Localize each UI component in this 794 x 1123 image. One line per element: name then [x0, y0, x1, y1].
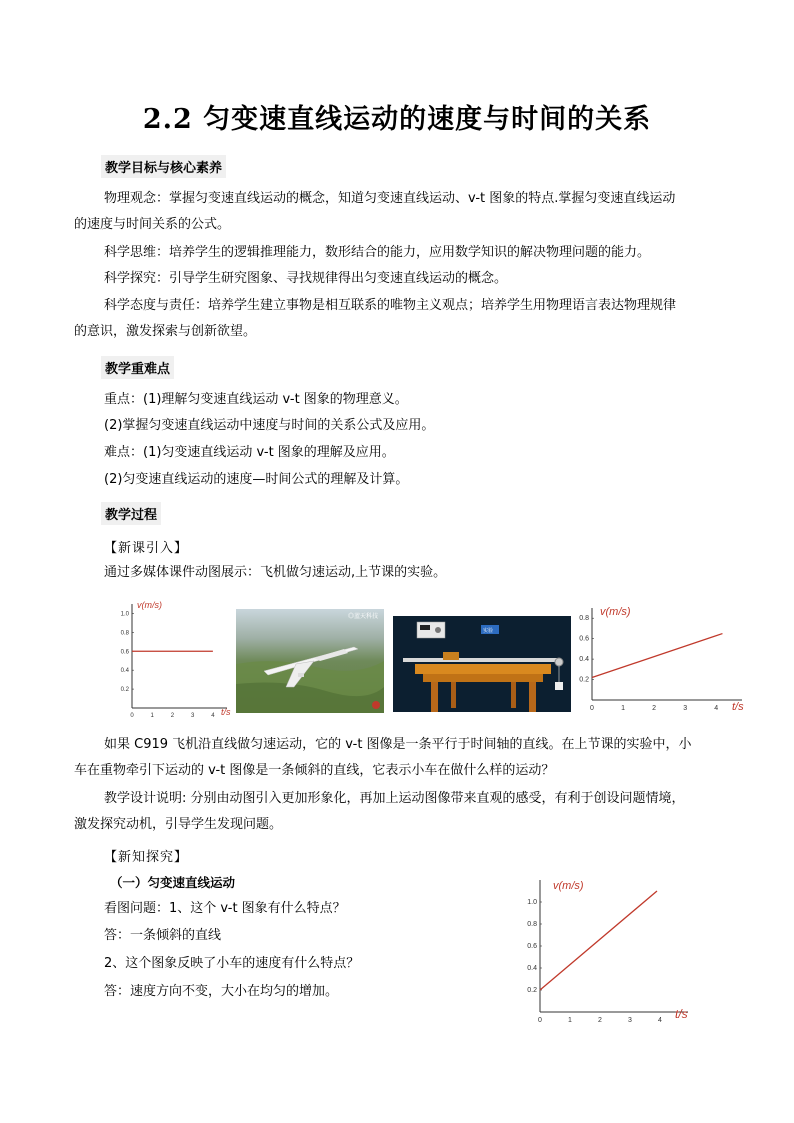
question-paragraph-line1: 如果 C919 飞机沿直线做匀速运动，它的 v-t 图像是一条平行于时间轴的直线。在上节课的实验中，小 [104, 737, 692, 752]
goal-scientific-inquiry: 科学探究：引导学生研究图象、寻找规律得出匀变速直线运动的概念。 [104, 271, 508, 286]
x-tick-label: 3 [628, 1017, 632, 1024]
x-tick-label: 0 [590, 705, 594, 712]
design-note-line1: 教学设计说明: 分别由动图引入更加形象化，再加上运动图像带来直观的感受，有利于创设问题情境， [104, 791, 685, 806]
y-tick-label: 0.8 [527, 921, 537, 928]
x-tick-label: 1 [568, 1017, 572, 1024]
subsection-uniform-acceleration: （一）匀变速直线运动 [110, 875, 236, 890]
x-tick-label: 2 [652, 705, 657, 712]
cart [443, 652, 459, 660]
intro-text: 通过多媒体课件动图展示：飞机做匀速运动,上节课的实验。 [104, 565, 447, 580]
x-tick-label: 0 [538, 1017, 542, 1024]
section-heading-keypoints: 教学重难点 [101, 356, 174, 379]
y-axis-label: v(m/s) [553, 880, 584, 892]
x-tick-label: 3 [190, 713, 195, 719]
track [403, 658, 561, 662]
goal-scientific-thinking: 科学思维：培养学生的逻辑推理能力，数形结合的能力，应用数学知识的解决物理问题的能力。 [104, 245, 651, 260]
difficulty-2: (2)匀变速直线运动的速度—时间公式的理解及计算。 [104, 472, 409, 487]
velocity-series-line [540, 891, 657, 990]
y-tick-label: 0.2 [120, 687, 129, 694]
x-axis-label: t/s [221, 707, 231, 717]
y-tick-label: 0.8 [120, 630, 129, 637]
plane-flight-image [236, 609, 384, 713]
x-tick-label: 2 [598, 1017, 602, 1024]
y-tick-label: 1.0 [120, 611, 129, 618]
x-tick-label: 4 [714, 705, 719, 712]
goal-attitude: 科学态度与责任：培养学生建立事物是相互联系的唯物主义观点；培养学生用物理语言表达物理规律 [104, 298, 677, 313]
chart-uniform-velocity [115, 596, 235, 718]
y-tick-label: 1.0 [527, 899, 537, 906]
y-axis-label: v(m/s) [600, 606, 631, 618]
question-1: 看图问题：1、这个 v-t 图象有什么特点？ [104, 901, 346, 916]
y-axis-label: v(m/s) [137, 600, 162, 610]
y-tick-label: 0.6 [527, 943, 537, 950]
question-2: 2、这个图象反映了小车的速度有什么特点？ [104, 956, 360, 971]
timer-display [420, 625, 430, 630]
keypoint-1: 重点：(1)理解匀变速直线运动 v-t 图象的物理意义。 [104, 392, 408, 407]
x-tick-label: 4 [658, 1017, 662, 1024]
pulley-icon [555, 658, 563, 666]
y-tick-label: 0.6 [579, 635, 589, 643]
x-tick-label: 2 [170, 713, 175, 719]
x-tick-label: 1 [150, 713, 154, 719]
y-tick-label: 0.6 [120, 649, 129, 656]
table-apron [423, 674, 543, 682]
y-tick-label: 0.2 [527, 987, 537, 994]
section-heading-goals: 教学目标与核心素养 [101, 155, 226, 178]
section-heading-process: 教学过程 [101, 502, 161, 525]
watermark-text: ◎蓝天科技 [348, 614, 379, 620]
table-leg-back-left [451, 682, 456, 708]
x-axis-label: t/s [732, 701, 744, 713]
y-tick-label: 0.4 [527, 965, 537, 972]
table-top [415, 664, 551, 674]
page-title: 2.2 匀变速直线运动的速度与时间的关系 [142, 104, 652, 135]
answer-1: 答：一条倾斜的直线 [104, 928, 222, 943]
x-tick-label: 0 [130, 713, 134, 719]
x-tick-label: 1 [621, 705, 626, 712]
chart-accelerating-large [520, 874, 700, 1024]
velocity-series-line [592, 634, 722, 678]
table-leg-left [431, 682, 438, 712]
y-tick-label: 0.8 [579, 615, 589, 623]
lab-tag-text: 实验 [483, 628, 494, 634]
y-tick-label: 0.4 [120, 668, 129, 675]
y-tick-label: 0.4 [579, 656, 589, 664]
keypoint-2: (2)掌握匀变速直线运动中速度与时间的关系公式及应用。 [104, 418, 435, 433]
x-tick-label: 3 [683, 705, 688, 712]
question-paragraph-line2: 车在重物牵引下运动的 v-t 图像是一条倾斜的直线，它表示小车在做什么样的运动？ [74, 763, 555, 778]
table-leg-right [529, 682, 536, 712]
weight [555, 682, 563, 690]
design-note-line2: 激发探究动机，引导学生发现问题。 [74, 817, 283, 832]
intro-label: 【新课引入】 [104, 541, 189, 556]
goal-attitude-cont: 的意识，激发探索与创新欲望。 [74, 324, 257, 339]
goal-physics-concept: 物理观念：掌握匀变速直线运动的概念，知道匀变速直线运动、v-t 图象的特点.掌握匀变速直线运动 [104, 191, 676, 206]
x-axis-label: t/s [675, 1007, 688, 1021]
goal-physics-concept-cont: 的速度与时间关系的公式。 [74, 217, 231, 232]
timer-knob [435, 627, 441, 633]
chart-accelerating-small [572, 602, 754, 714]
explore-label: 【新知探究】 [104, 850, 189, 865]
logo-icon [372, 701, 380, 709]
x-tick-label: 4 [211, 713, 215, 719]
difficulty-1: 难点：(1)匀变速直线运动 v-t 图象的理解及应用。 [104, 445, 395, 460]
answer-2: 答：速度方向不变，大小在均匀的增加。 [104, 984, 339, 999]
lab-experiment-image [393, 616, 571, 712]
table-leg-back-right [511, 682, 516, 708]
y-tick-label: 0.2 [579, 676, 589, 684]
